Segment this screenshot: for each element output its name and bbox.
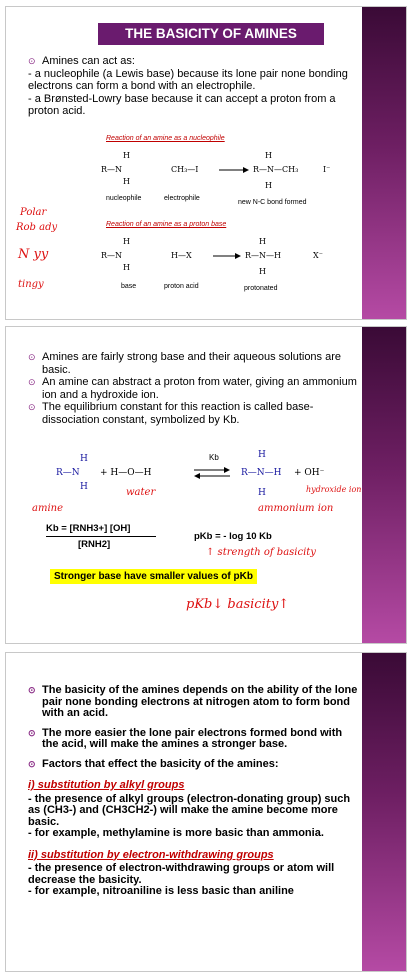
svg-text:H: H [265, 181, 272, 190]
nucleophile-line: - a nucleophile (a Lewis base) because its lone pair none bonding electrons can form a bond with an electrophile. [28, 67, 348, 92]
svg-text:H: H [259, 237, 266, 246]
nucleophile-label: nucleophile [106, 195, 142, 202]
protonated-label: protonated [244, 285, 278, 292]
handwritten-note: Rob ady [16, 222, 58, 233]
slide-3 [5, 652, 407, 972]
slide-1 [5, 6, 407, 320]
reaction-2-diagram [101, 231, 341, 287]
svg-text:H: H [123, 151, 130, 160]
slide-2 [5, 326, 407, 644]
bullet: ⊙ The equilibrium constant for this reaction is called base-dissociation constant, symbolized by Kb. [28, 401, 358, 426]
handwritten-note: ammonium ion [258, 503, 334, 514]
handwritten-note: water [126, 487, 156, 498]
handwritten-note: hydroxide ion [306, 485, 362, 494]
bronsted-line: - a Brønsted-Lowry base because it can accept a proton from a proton acid. [28, 92, 336, 117]
svg-text:+ H—O—H: + H—O—H [100, 468, 152, 478]
kb-label: Kb [209, 453, 219, 462]
svg-text:H—X: H—X [171, 251, 192, 260]
electrophile-label: electrophile [164, 195, 200, 202]
section-heading: i) substitution by alkyl groups [28, 779, 185, 791]
svg-text:H: H [123, 237, 130, 246]
svg-text:R—N—H: R—N—H [245, 251, 281, 260]
svg-text:R—N: R—N [56, 468, 80, 478]
svg-text:X⁻: X⁻ [313, 251, 323, 260]
svg-text:R—N: R—N [101, 165, 123, 174]
bullet: ⊙ The basicity of the amines depends on the ability of the lone pair none bonding electrons at nitrogen atom to form bond with an acid. [28, 685, 358, 720]
bullet: ⊙ Amines are fairly strong base and their aqueous solutions are basic. [28, 351, 358, 376]
svg-text:R—N—H: R—N—H [241, 468, 282, 478]
pkb-formula: pKb = - log 10 Kb [194, 531, 272, 542]
slide-sidebar [362, 653, 406, 971]
svg-text:H: H [259, 267, 266, 276]
handwritten-note: ↑ strength of basicity [206, 547, 316, 558]
svg-text:H: H [80, 454, 88, 464]
slide-sidebar [362, 327, 406, 643]
section-line: - for example, methylamine is more basic than ammonia. [28, 827, 324, 839]
reaction-1-title: Reaction of an amine as a nucleophile [106, 135, 225, 142]
kb-formula: Kb = [RNH3+] [OH] [46, 523, 131, 534]
bullet: ⊙ An amine can abstract a proton from water, giving an ammonium ion and a hydroxide ion. [28, 376, 358, 401]
svg-text:+ OH⁻: + OH⁻ [294, 468, 325, 478]
svg-text:H: H [258, 450, 266, 460]
section-line: - for example, nitroaniline is less basic than aniline [28, 885, 294, 897]
proton-acid-label: proton acid [164, 283, 199, 290]
svg-text:I⁻: I⁻ [323, 165, 331, 174]
svg-text:R—N—CH₃: R—N—CH₃ [253, 165, 299, 174]
svg-text:H: H [123, 177, 130, 186]
section-line: - the presence of electron-withdrawing groups or atom will decrease the basicity. [28, 862, 335, 886]
base-label: base [121, 283, 137, 290]
handwritten-note: amine [32, 503, 64, 514]
bullet: ⊙ Factors that effect the basicity of the amines: [28, 759, 358, 771]
svg-text:R—N: R—N [101, 251, 123, 260]
slide-2-bullets [28, 351, 358, 426]
bullet: ⊙ The more easier the lone pair electrons formed bond with the acid, will make the amines a stronger base. [28, 728, 358, 751]
handwritten-note: pKb↓ basicity↑ [186, 597, 290, 612]
reaction-2-title: Reaction of an amine as a proton base [106, 221, 227, 228]
kb-formula-denominator: [RNH2] [78, 539, 111, 550]
new-bond-label: new N-C bond formed [238, 199, 307, 206]
intro-bullets [28, 55, 358, 118]
slide-3-bullets [28, 685, 358, 898]
svg-text:H: H [258, 488, 266, 498]
handwritten-note: Polar [20, 207, 47, 218]
svg-text:H: H [123, 263, 130, 272]
highlight-box: Stronger base have smaller values of pKb [50, 569, 257, 584]
fraction-bar [46, 536, 156, 537]
bullet: ⊙ Amines can act as: [28, 55, 358, 68]
handwritten-note: tingy [18, 279, 44, 290]
slide-sidebar [362, 7, 406, 319]
svg-text:CH₃—I: CH₃—I [171, 165, 199, 174]
section-line: - the presence of alkyl groups (electron-donating group) such as (CH3-) and (CH3CH2-) will make the amine become more basic. [28, 792, 351, 828]
svg-text:H: H [80, 482, 88, 492]
dissociation-equation [56, 445, 336, 505]
slide-title: THE BASICITY OF AMINES [98, 23, 324, 45]
svg-text:H: H [265, 151, 272, 160]
section-heading: ii) substitution by electron-withdrawing groups [28, 848, 274, 861]
reaction-1-diagram [101, 145, 341, 201]
handwritten-note: N yy [18, 247, 49, 262]
